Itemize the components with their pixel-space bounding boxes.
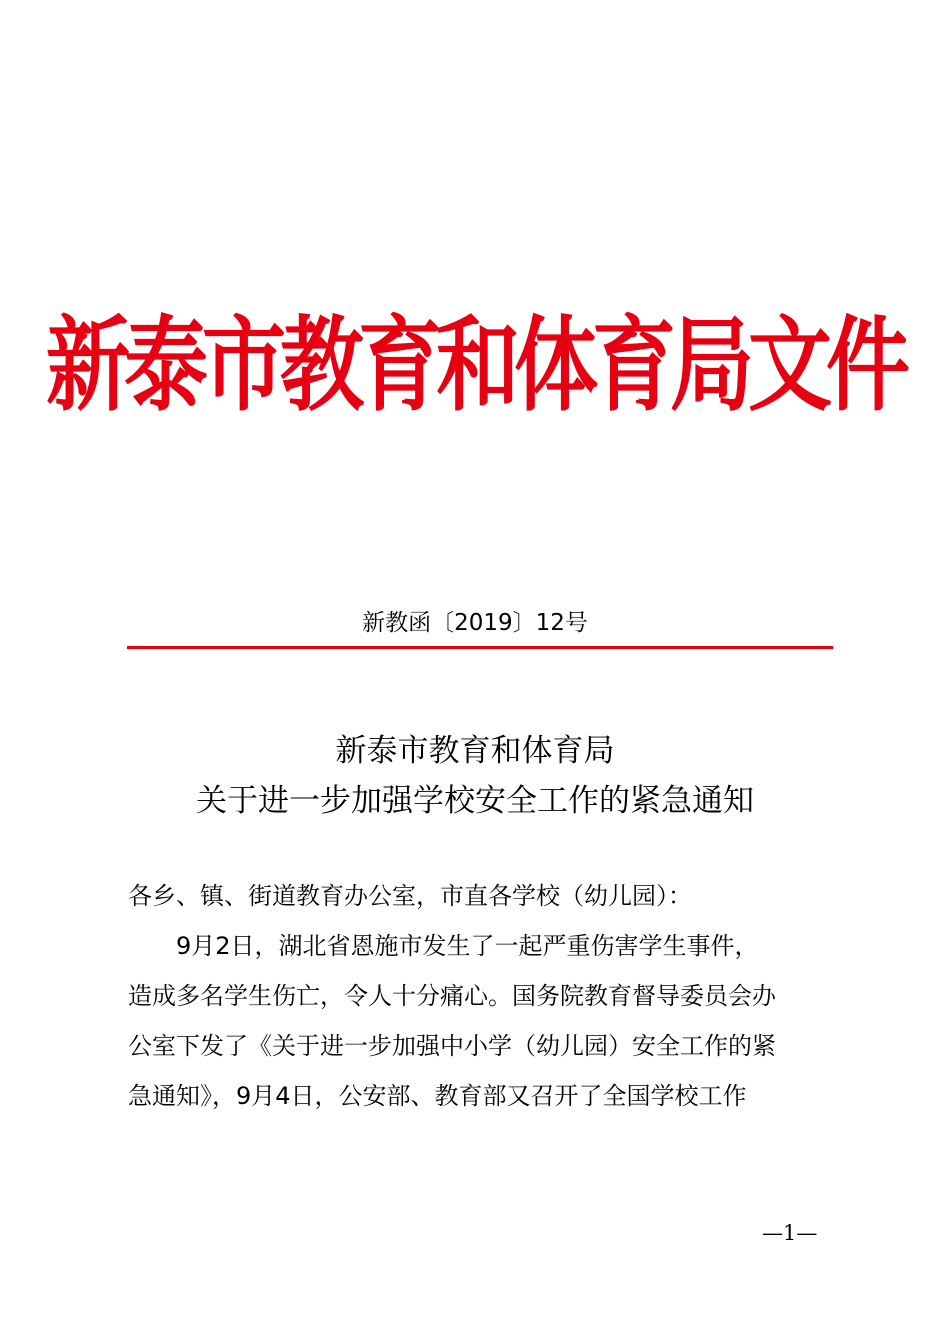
paragraph-line: 急通知》，9月4日，公安部、教育部又召开了全国学校工作	[128, 1082, 747, 1110]
paragraph-line: 公室下发了《关于进一步加强中小学（幼儿园）安全工作的紧	[128, 1032, 776, 1060]
masthead-title: 新泰市教育和体育局文件	[45, 305, 904, 425]
red-divider-line	[127, 646, 833, 649]
document-title-line-1: 新泰市教育和体育局	[335, 733, 615, 769]
document-title-line-2: 关于进一步加强学校安全工作的紧急通知	[196, 783, 754, 819]
page-number: —1—	[762, 1221, 818, 1245]
paragraph-line: 9月2日，湖北省恩施市发生了一起严重伤害学生事件，	[128, 932, 759, 960]
document-number: 新教函〔2019〕12号	[362, 610, 588, 636]
paragraph-line: 造成多名学生伤亡，令人十分痛心。国务院教育督导委员会办	[128, 982, 776, 1010]
salutation: 各乡、镇、街道教育办公室，市直各学校（幼儿园）：	[128, 882, 692, 910]
